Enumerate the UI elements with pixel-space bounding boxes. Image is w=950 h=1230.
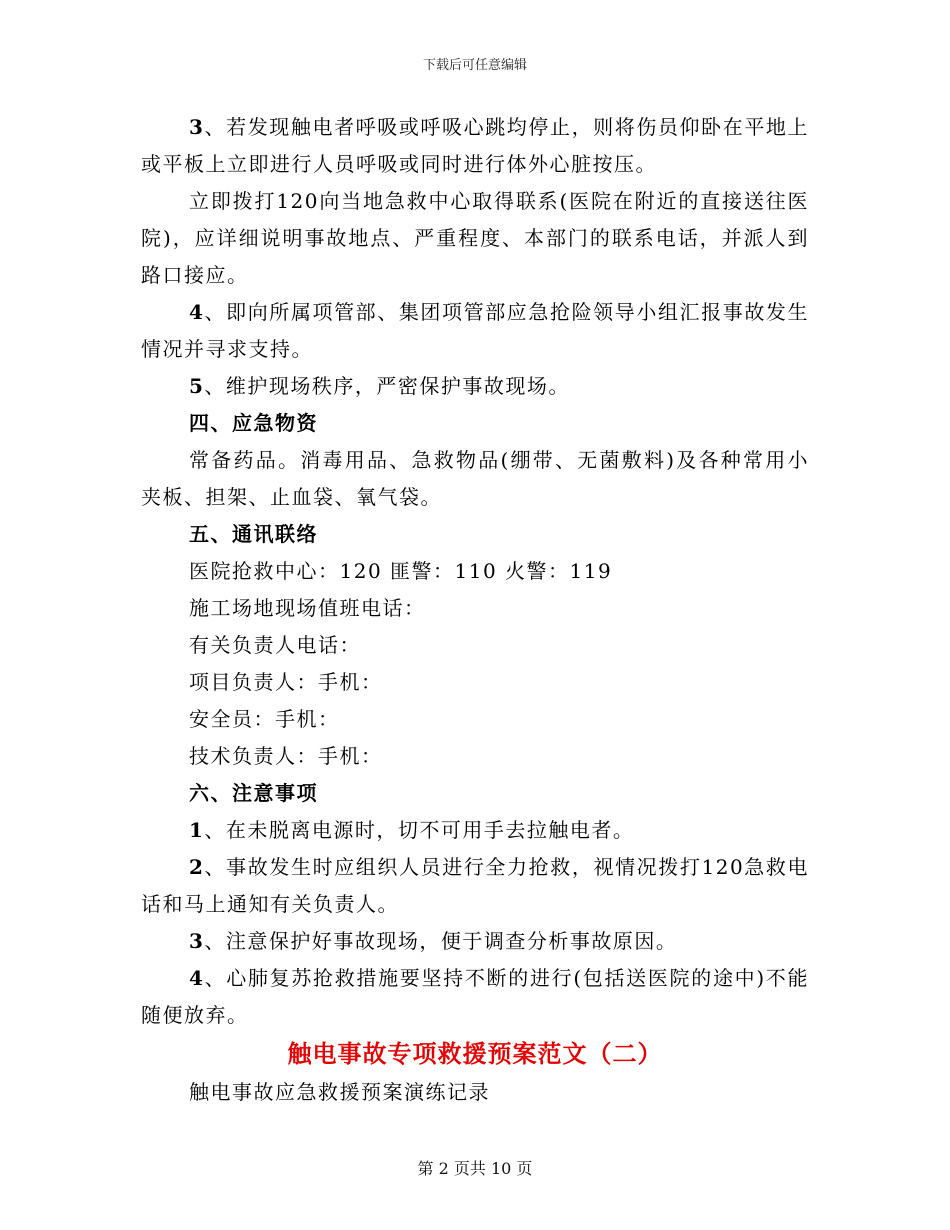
item-text: 、注意保护好事故现场，便于调查分析事故原因。 — [204, 929, 678, 953]
item-text: 、若发现触电者呼吸或呼吸心跳均停止，则将伤员仰卧在平地上或平板上立即进行人员呼吸或同时进行体外心脏按压。 — [141, 115, 809, 176]
item-text: 、心肺复苏抢救措施要坚持不断的进行(包括送医院的途中)不能随便放弃。 — [141, 966, 809, 1027]
heading-emergency-supplies: 四、应急物资 — [189, 411, 318, 435]
paragraph-call-120: 立即拨打120向当地急救中心取得联系(医院在附近的直接送往医院)，应详细说明事故地点、严重程度、本部门的联系电话，并派人到路口接应。 — [141, 189, 809, 287]
heading-notes: 六、注意事项 — [189, 781, 318, 805]
page-header: 下载后可任意编辑 — [422, 58, 527, 73]
heading-communication: 五、通讯联络 — [189, 522, 318, 546]
document-body — [141, 109, 809, 1111]
item-number: 3 — [189, 929, 205, 953]
paragraph-site-duty-phone: 施工场地现场值班电话： — [189, 596, 426, 620]
paragraph-item-3 — [141, 109, 809, 183]
item-number: 4 — [189, 966, 205, 990]
paragraph-drill-record: 触电事故应急救援预案演练记录 — [189, 1080, 490, 1104]
page-footer: 第 2 页共 10 页 — [417, 1159, 533, 1178]
item-text: 、事故发生时应组织人员进行全力抢救，视情况拨打120急救电话和马上通知有关负责人。 — [141, 855, 809, 916]
paragraph-note-1 — [141, 812, 809, 849]
paragraph-technical-lead: 技术负责人：手机： — [189, 744, 383, 768]
item-number: 4 — [189, 300, 205, 324]
paragraph-safety-officer: 安全员：手机： — [189, 707, 340, 731]
paragraph-item-4 — [141, 294, 809, 368]
item-number: 3 — [189, 115, 205, 139]
item-number: 1 — [189, 818, 205, 842]
item-text: 、即向所属项管部、集团项管部应急抢险领导小组汇报事故发生情况并寻求支持。 — [141, 300, 809, 361]
item-number: 5 — [189, 374, 205, 398]
paragraph-note-4 — [141, 960, 809, 1034]
item-number: 2 — [189, 855, 205, 879]
paragraph-responsible-phone: 有关负责人电话： — [189, 633, 361, 657]
section-title: 触电事故专项救援预案范文（二） — [287, 1039, 663, 1068]
item-text: 、在未脱离电源时，切不可用手去拉触电者。 — [204, 818, 635, 842]
paragraph-project-lead: 项目负责人：手机： — [189, 670, 383, 694]
paragraph-note-3 — [141, 923, 809, 960]
paragraph-item-5 — [141, 368, 809, 405]
paragraph-note-2 — [141, 849, 809, 923]
paragraph-supplies: 常备药品。消毒用品、急救物品(绷带、无菌敷料)及各种常用小夹板、担架、止血袋、氧气袋。 — [141, 448, 809, 509]
paragraph-phone-numbers: 医院抢救中心：120 匪警：110 火警：119 — [189, 559, 613, 583]
item-text: 、维护现场秩序，严密保护事故现场。 — [204, 374, 570, 398]
